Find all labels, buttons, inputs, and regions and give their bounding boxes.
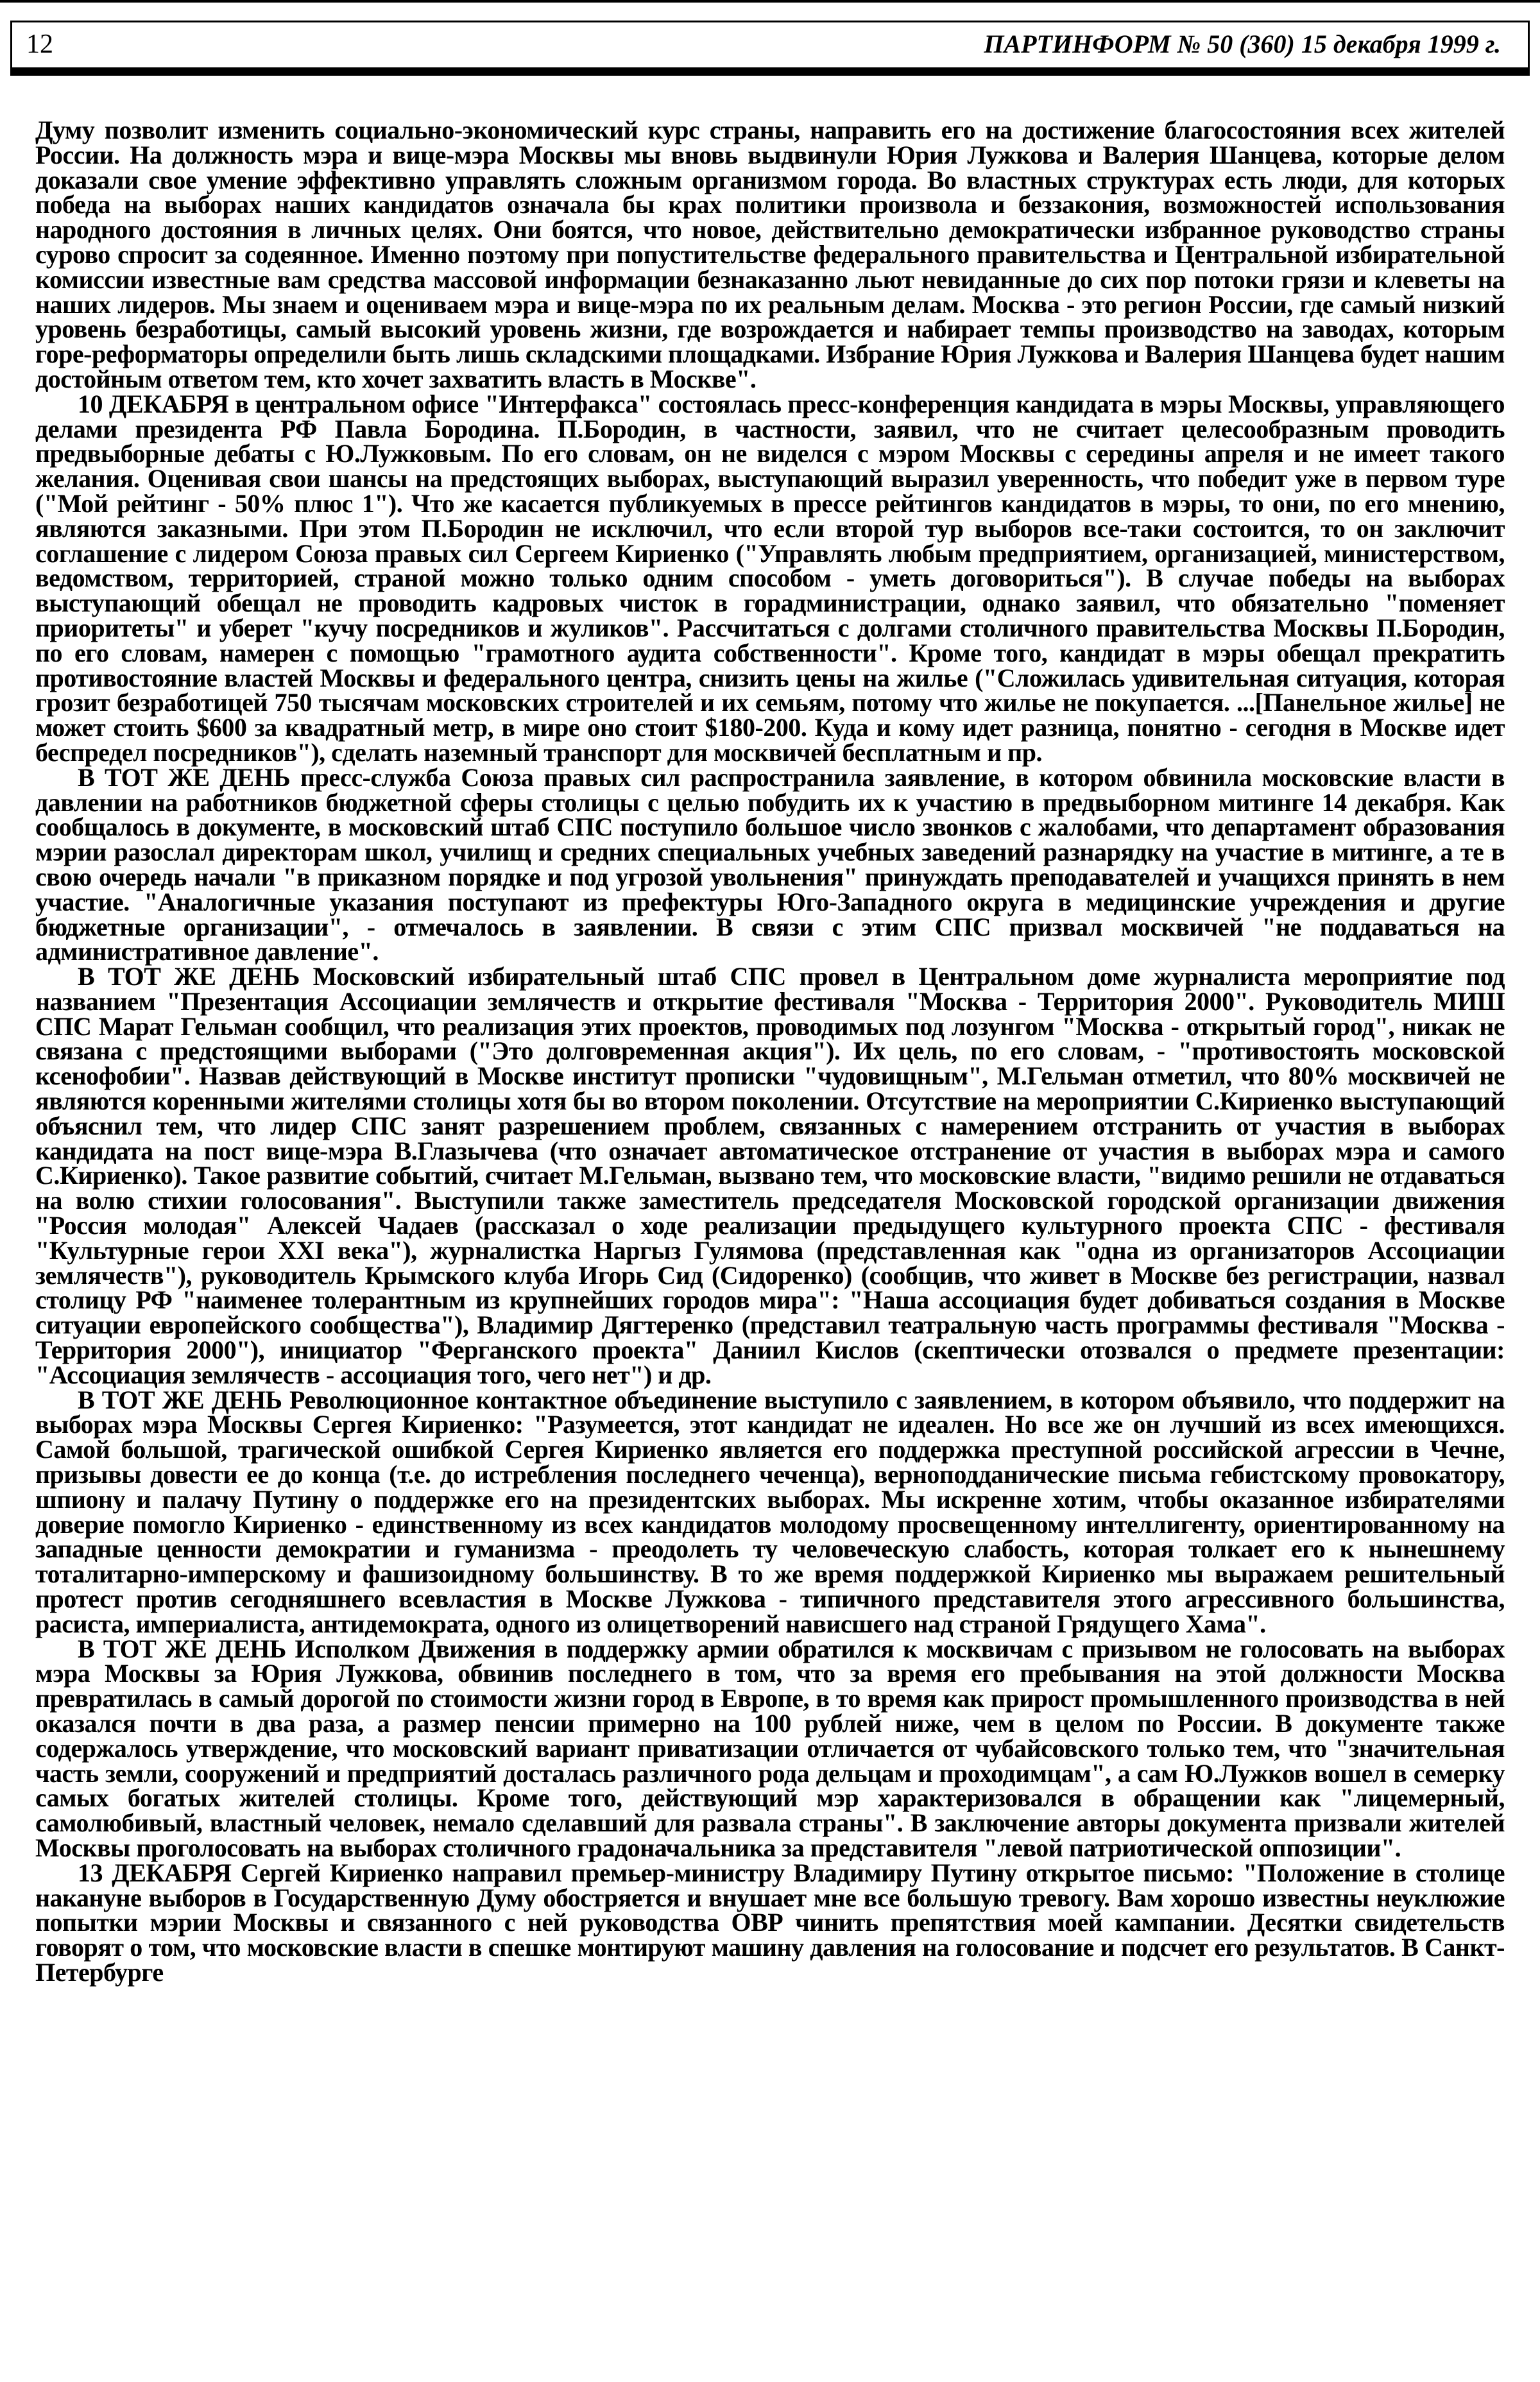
paragraph: 13 ДЕКАБРЯ Сергей Кириенко направил премьер-министру Владимиру Путину открытое письмо: "Положение в столице накануне выборов в Государственную Думу обостряется и внушает мне все большую тревогу. Вам хорошо известны неуклюжие попытки мэрии Москвы и связанного с ней руководства ОВР чинить препятствия моей кампании. Десятки свидетельств говорят о том, что московские власти в спешке монтируют машину давления на голосование и подсчет его результатов. В Санкт-Петербурге bbox=[35, 1858, 1505, 1987]
masthead-title: ПАРТИНФОРМ № 50 (360) 15 декабря 1999 г. bbox=[984, 30, 1501, 58]
paragraph: В ТОТ ЖЕ ДЕНЬ Исполком Движения в поддержку армии обратился к москвичам с призывом не голосовать на выборах мэра Москвы за Юрия Лужкова, обвинив последнего в том, что за время его пребывания на этой должности Москва превратилась в самый дорогой по стоимости жизни город в Европе, в то время как прирост промышленного производства в ней оказался почти в два раза, а размер пенсии примерно на 100 рублей ниже, чем в целом по России. В документе также содержалось утверждение, что московский вариант приватизации отличается от чубайсовского только тем, что "значительная часть земли, сооружений и предприятий досталась различного рода дельцам и проходимцам", а сам Ю.Лужков вошел в семерку самых богатых жителей столицы. Кроме того, действующий мэр характеризовался в обращении как "лицемерный, самолюбивый, властный человек, немало сделавший для развала страны". В заключение авторы документа призвали жителей Москвы проголосовать на выборах столичного градоначальника за представителя "левой патриотической оппозиции". bbox=[35, 1634, 1505, 1862]
article-body bbox=[35, 118, 1505, 1985]
paragraph: В ТОТ ЖЕ ДЕНЬ Революционное контактное объединение выступило с заявлением, в котором объявило, что поддержит на выборах мэра Москвы Сергея Кириенко: "Разумеется, этот кандидат не идеален. Но все же он лучший из всех имеющихся. Самой большой, трагической ошибкой Сергея Кириенко является его поддержка преступной российской агрессии в Чечне, призывы довести ее до конца (т.е. до истребления последнего чеченца), верноподданические письма гебистскому провокатору, шпиону и палачу Путину о поддержке его на президентских выборах. Мы искренне хотим, чтобы оказанное избирателями доверие помогло Кириенко - единственному из всех кандидатов молодому просвещенному интеллигенту, ориентированному на западные ценности демократии и гуманизма - преодолеть ту человеческую слабость, которая толкает его к нынешнему тоталитарно-имперскому и фашизоидному большинству. В то же время поддержкой Кириенко мы выражаем решительный протест против сегодняшнего всевластия в Москве Лужкова - типичного представителя этого агрессивного большинства, расиста, империалиста, антидемократа, одного из олицетворений нависшего над страной Грядущего Хама". bbox=[35, 1385, 1505, 1638]
paragraph: В ТОТ ЖЕ ДЕНЬ Московский избирательный штаб СПС провел в Центральном доме журналиста мероприятие под названием "Презентация Ассоциации землячеств и открытие фестиваля "Москва - Территория 2000". Руководитель МИШ СПС Марат Гельман сообщил, что реализация этих проектов, проводимых под лозунгом "Москва - открытый город", никак не связана с предстоящими выборами ("Это долговременная акция"). Их цель, по его словам, - "противостоять московской ксенофобии". Назвав действующий в Москве институт прописки "чудовищным", М.Гельман отметил, что 80% москвичей не являются коренными жителями столицы хотя бы во втором поколении. Отсутствие на мероприятии С.Кириенко выступающий объяснил тем, что лидер СПС занят разрешением проблем, связанных с намерением отстранить от участия в выборах кандидата на пост вице-мэра В.Глазычева (что означает автоматическое отстранение от участия в выборах мэра и самого С.Кириенко). Такое развитие событий, считает М.Гельман, вызвано тем, что московские власти, "видимо решили не отдаваться на волю стихии голосования". Выступили также заместитель председателя Московской городской организации движения "Россия молодая" Алексей Чадаев (рассказал о ходе реализации предыдущего культурного проекта СПС - фестиваля "Культурные герои XXI века"), журналистка Наргыз Гулямова (представленная как "одна из организаторов Ассоциации землячеств"), руководитель Крымского клуба Игорь Сид (Сидоренко) (сообщив, что живет в Москве без регистрации, назвал столицу РФ "наименее толерантным из крупнейших городов мира": "Наша ассоциация будет добиваться создания в Москве ситуации европейского сообщества"), Владимир Дягтеренко (представил театральную часть программы фестиваля "Москва - Территория 2000"), инициатор "Ферганского проекта" Даниил Кислов (скептически отозвался о предмете презентации: "Ассоциация землячеств - ассоциация того, чего нет") и др. bbox=[35, 962, 1505, 1389]
paragraph: 10 ДЕКАБРЯ в центральном офисе "Интерфакса" состоялась пресс-конференция кандидата в мэры Москвы, управляющего делами президента РФ Павла Бородина. П.Бородин, в частности, заявил, что не считает целесообразным проводить предвыборные дебаты с Ю.Лужковым. По его словам, он не виделся с мэром Москвы с середины апреля и не имеет такого желания. Оценивая свои шансы на предстоящих выборах, выступающий выразил уверенность, что победит уже в первом туре ("Мой рейтинг - 50% плюс 1"). Что же касается публикуемых в прессе рейтингов кандидатов в мэры, то они, по его мнению, являются заказными. При этом П.Бородин не исключил, что если второй тур выборов все-таки состоится, то он заключит соглашение с лидером Союза правых сил Сергеем Кириенко ("Управлять любым предприятием, организацией, министерством, ведомством, территорией, страной можно только одним способом - уметь договориться"). В случае победы на выборах выступающий обещал не проводить кадровых чисток в горадминистрации, однако заявил, что обязательно "поменяет приоритеты" и уберет "кучу посредников и жуликов". Рассчитаться с долгами столичного правительства Москвы П.Бородин, по его словам, намерен с помощью "грамотного аудита собственности". Кроме того, кандидат в мэры обещал прекратить противостояние властей Москвы и федерального центра, снизить цены на жилье ("Сложилась удивительная ситуация, которая грозит безработицей 750 тысячам московских строителей и их семьям, потому что жилье не покупается. ...[Панельное жилье] не может стоить $600 за квадратный метр, в мире оно стоит $180-200. Куда и кому идет разница, понятно - сегодня в Москве идет беспредел посредников"), сделать наземный транспорт для москвичей бесплатным и пр. bbox=[35, 389, 1505, 767]
paragraph: В ТОТ ЖЕ ДЕНЬ пресс-служба Союза правых сил распространила заявление, в котором обвинила московские власти в давлении на работников бюджетной сферы столицы с целью побудить их к участию в предвыборном митинге 14 декабря. Как сообщалось в документе, в московский штаб СПС поступило большое число звонков с жалобами, что департамент образования мэрии разослал директорам школ, училищ и средних специальных учебных заведений разнарядку на участие в митинге, а те в свою очередь начали "в приказном порядке и под угрозой увольнения" принуждать преподавателей и учащихся принять в нем участие. "Аналогичные указания поступают из префектуры Юго-Западного округа в медицинские учреждения и другие бюджетные организации", - отмечалось в заявлении. В связи с этим СПС призвал москвичей "не поддаваться на административное давление". bbox=[35, 762, 1505, 966]
page-number: 12 bbox=[26, 30, 53, 59]
page-header bbox=[10, 21, 1530, 76]
paragraph: Думу позволит изменить социально-экономический курс страны, направить его на достижение благосостояния всех жителей России. На должность мэра и вице-мэра Москвы мы вновь выдвинули Юрия Лужкова и Валерия Шанцева, которые делом доказали свое умение эффективно управлять сложным организмом города. Во властных структурах есть люди, для которых победа на выборах наших кандидатов означала бы крах политики произвола и беззакония, возможностей использования народного достояния в личных целях. Они боятся, что новое, действительно демократически избранное руководство страны сурово спросит за содеянное. Именно поэтому при попустительстве федерального правительства и Центральной избирательной комиссии известные вам средства массовой информации безнаказанно льют невиданные до сих пор потоки грязи и клеветы на наших лидеров. Мы знаем и оцениваем мэра и вице-мэра по их реальным делам. Москва - это регион России, где самый низкий уровень безработицы, самый высокий уровень жизни, где возрождается и набирает темпы производство на заводах, которым горе-реформаторы определили быть лишь складскими площадками. Избрание Юрия Лужкова и Валерия Шанцева будет нашим достойным ответом тем, кто хочет захватить власть в Москве". bbox=[35, 116, 1505, 393]
